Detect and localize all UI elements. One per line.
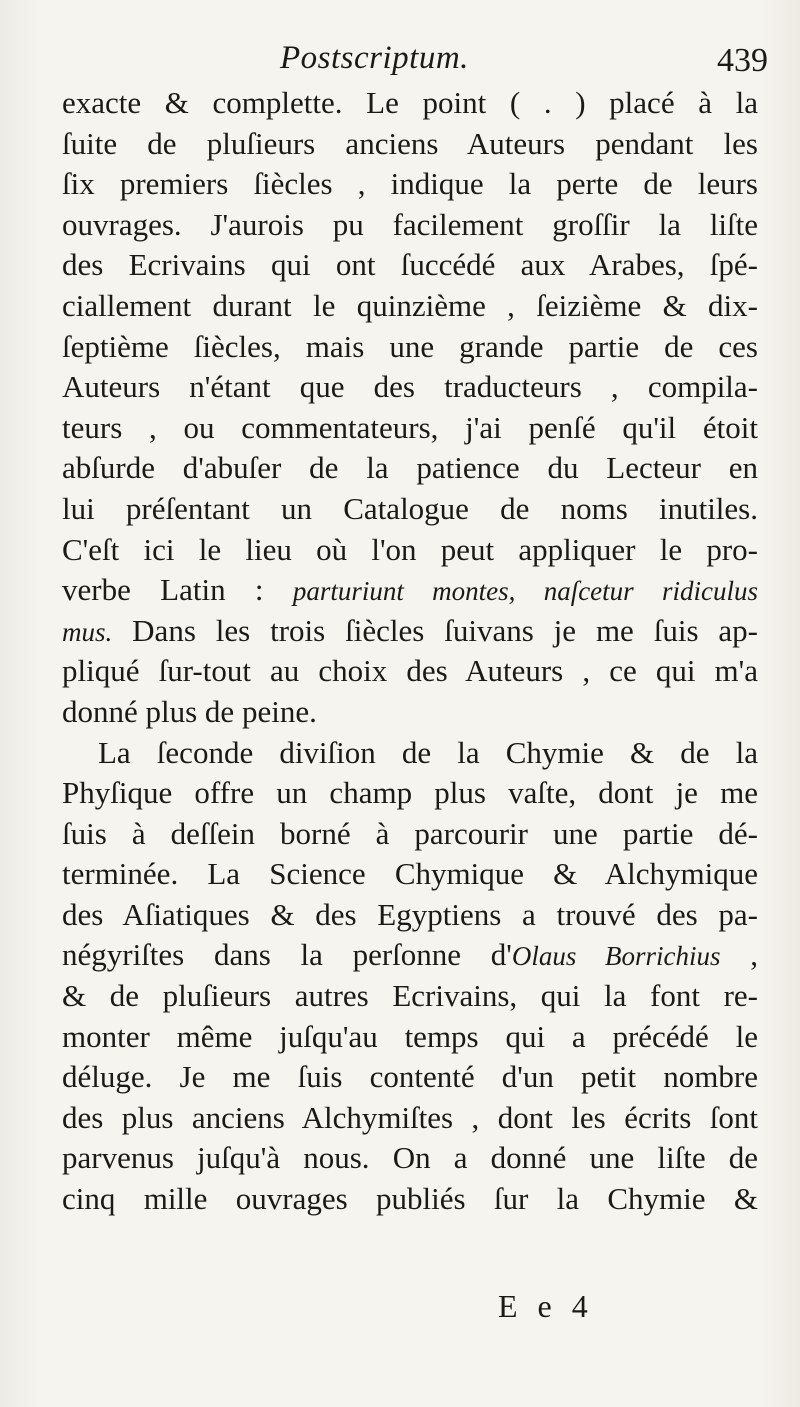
text-segment: verbe Latin :	[62, 572, 293, 608]
text-line	[62, 976, 758, 1017]
text-segment: pliqué ſur-tout au choix des Auteurs , ce qui m'a	[62, 653, 758, 689]
italic-text: Olaus Borrichius	[511, 941, 721, 972]
text-line	[62, 854, 758, 895]
text-line	[62, 1057, 758, 1098]
text-line	[62, 570, 758, 611]
body-text	[62, 83, 758, 1220]
text-segment: ouvrages. J'aurois pu facilement groſſir la liſte	[62, 206, 758, 242]
text-line	[62, 245, 758, 286]
text-segment: ſuis à deſſein borné à parcourir une partie dé-	[62, 815, 758, 851]
text-segment: abſurde d'abuſer de la patience du Lecteur en	[62, 450, 758, 486]
text-line	[62, 327, 758, 368]
text-line	[62, 448, 758, 489]
text-line	[62, 611, 758, 652]
text-segment: négyriſtes dans la perſonne d'	[62, 937, 512, 973]
text-line	[62, 773, 758, 814]
text-segment: & de pluſieurs autres Ecrivains, qui la font re-	[62, 978, 758, 1014]
text-line	[62, 814, 758, 855]
text-segment: ſix premiers ſiècles , indique la perte de leurs	[62, 166, 758, 202]
italic-text: mus.	[62, 616, 113, 647]
text-line	[62, 124, 758, 165]
text-line	[62, 935, 758, 976]
text-line	[62, 286, 758, 327]
text-segment: ſuite de pluſieurs anciens Auteurs pendant les	[62, 125, 758, 161]
text-line	[62, 408, 758, 449]
text-line	[62, 164, 758, 205]
text-line	[62, 895, 758, 936]
text-segment: des plus anciens Alchymiſtes , dont les écrits ſont	[62, 1099, 758, 1135]
text-segment: exacte & complette. Le point ( . ) placé à la	[62, 85, 758, 120]
text-line	[62, 1098, 758, 1139]
text-line	[62, 83, 758, 124]
text-line	[62, 367, 758, 408]
text-segment: déluge. Je me ſuis contenté d'un petit nombre	[62, 1059, 758, 1095]
text-segment: Phyſique offre un champ plus vaſte, dont je me	[62, 775, 758, 811]
running-title: Postscriptum.	[280, 40, 469, 76]
text-line	[62, 1138, 758, 1179]
text-line	[62, 530, 758, 571]
text-segment: monter même juſqu'au temps qui a précédé le	[62, 1018, 758, 1054]
text-line	[62, 1017, 758, 1058]
text-segment: parvenus juſqu'à nous. On a donné une liſte de	[62, 1140, 758, 1176]
text-segment: Dans les trois ſiècles ſuivans je me ſuis ap-	[112, 612, 758, 648]
text-segment: La ſeconde diviſion de la Chymie & de la	[98, 734, 758, 770]
text-line	[62, 651, 758, 692]
text-segment: Auteurs n'étant que des traducteurs , compila-	[62, 369, 758, 405]
text-line	[62, 692, 758, 733]
text-segment: des Ecrivains qui ont ſuccédé aux Arabes, ſpé-	[62, 247, 758, 283]
text-line	[62, 205, 758, 246]
signature-mark: E e 4	[498, 1288, 594, 1324]
text-line	[62, 1179, 758, 1220]
text-line	[62, 733, 758, 774]
text-segment: des Aſiatiques & des Egyptiens a trouvé des pa-	[62, 896, 758, 932]
text-segment: ciallement durant le quinzième , ſeizième & dix-	[62, 287, 758, 323]
text-segment: lui préſentant un Catalogue de noms inutiles.	[62, 490, 758, 526]
text-segment: C'eſt ici le lieu où l'on peut appliquer le pro-	[62, 531, 758, 567]
text-segment: teurs , ou commentateurs, j'ai penſé qu'il étoit	[62, 409, 758, 445]
text-segment: ,	[720, 937, 759, 973]
text-segment: donné plus de peine.	[62, 693, 317, 729]
text-line	[62, 489, 758, 530]
page-number: 439	[717, 42, 768, 79]
text-segment: terminée. La Science Chymique & Alchymique	[62, 856, 758, 892]
text-segment: ſeptième ſiècles, mais une grande partie de ces	[62, 328, 758, 364]
italic-text: parturiunt montes, naſcetur ridiculus	[292, 576, 758, 607]
text-segment: cinq mille ouvrages publiés ſur la Chymie &	[62, 1181, 758, 1217]
